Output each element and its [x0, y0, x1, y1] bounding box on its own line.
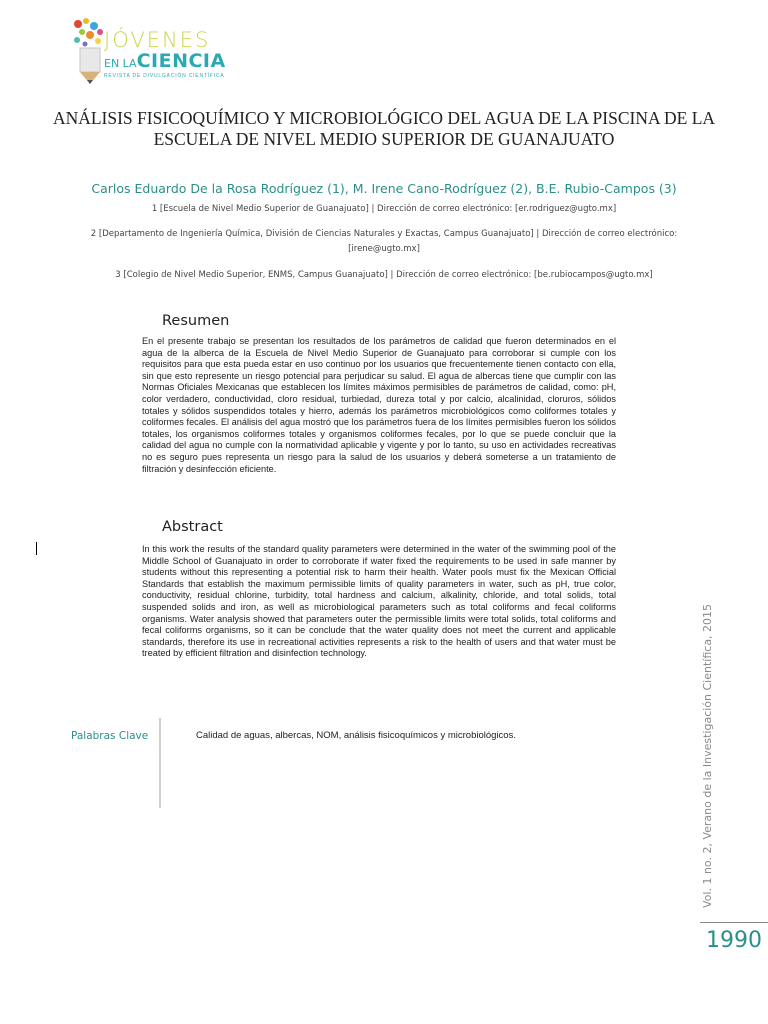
text-cursor	[36, 542, 37, 555]
logo-subtitle: REVISTA DE DIVULGACIÓN CIENTÍFICA	[104, 73, 225, 79]
affiliation-3: 3 [Colegio de Nivel Medio Superior, ENMS, Campus Guanajuato] | Dirección de correo electrónico: [be.rubiocampos@ugto.mx]	[115, 270, 653, 280]
paper-title: ANÁLISIS FISICOQUÍMICO Y MICROBIOLÓGICO DEL AGUA DE LA PISCINA DE LA ESCUELA DE NIVEL MEDIO SUPERIOR DE GUANAJUATO	[52, 108, 716, 149]
keywords-divider	[159, 718, 161, 808]
affiliation-1: 1 [Escuela de Nivel Medio Superior de Guanajuato] | Dirección de correo electrónico: [er.rodriguez@ugto.mx]	[151, 204, 617, 214]
author-list: Carlos Eduardo De la Rosa Rodríguez (1), M. Irene Cano-Rodríguez (2), B.E. Rubio-Campos (3)	[91, 181, 677, 196]
affiliation-2: 2 [Departamento de Ingeniería Química, División de Ciencias Naturales y Exactas, Campus Guanajuato] | Dirección de correo electrónico: [irene@ugto.mx]	[90, 229, 678, 254]
resumen-heading: Resumen	[162, 313, 230, 329]
logo-wordmark-big: CIENCIA	[136, 50, 226, 72]
keywords-label: Palabras Clave	[71, 730, 149, 742]
resumen-text: En el presente trabajo se presentan los resultados de los parámetros de calidad que fueron determinados en el agua de la alberca de la Escuela de Nivel Medio Superior de Guanajuato para corroborar si cumple con los requisitos para que esta pueda estar en uso continuo por los usuarios que frecuentemente tienen contacto con ella, sin que esto represente un riesgo potencial para perjudicar su salud. El agua de albercas tiene que cumplir con las Normas Oficiales Mexicanas que establecen los límites máximos permisibles de parámetros de calidad, como: pH, color verdadero, conductividad, cloro residual, turbiedad, dureza total y por calcio, alcalinidad, cloruros, sólidos totales y sólidos suspendidos totales y hierro, además los parámetros microbiológicos como coliformes totales y coliformes fecales. El análisis del agua mostró que los parámetros fuera de los límites permisibles fueron los sólidos totales, los organismos coliformes totales y organismos coliformes fecales, por lo que se puede concluir que la calidad del agua no cumple con la normatividad aplicable y vigente y por lo tanto, su uso en actividades recreativas no es seguro pues representa un riesgo para la salud de los usuarios y deberá someterse a un tratamiento de filtración y desinfección eficiente.	[142, 336, 616, 474]
footer-divider	[700, 922, 768, 923]
logo-wordmark-bottom	[104, 50, 226, 72]
keywords-text: Calidad de aguas, albercas, NOM, análisis fisicoquímicos y microbiológicos.	[196, 730, 516, 741]
journal-info: Vol. 1 no. 2, Verano de la Investigación Científica, 2015	[701, 603, 714, 908]
logo-wordmark-top: JÓVENES	[104, 28, 211, 52]
logo-wordmark-small: EN LA	[104, 57, 137, 70]
abstract-heading: Abstract	[162, 519, 223, 535]
abstract-text: In this work the results of the standard quality parameters were determined in the water of the swimming pool of the Middle School of Guanajuato in order to corroborate if water fixed the requirements to be used in safe manner by students without this representing a potential risk to harm their health. Water pools must fix the Mexican Official Standards that establish the maximum permissible limits of quality parameters in water, such as pH, true color, conductivity, residual chlorine, turbidity, total hardness and calcium, alkalinity, chloride, and total solids, total suspended solids and iron, as well as microbiological parameters such as total coliforms and fecal coliforms organisms. Water analysis showed that parameters outer the permissible limits were total solids, total coliforms and fecal coliforms organisms, so it can be conclude that the water quality does not meet the current and applicable standards, therefore its use in recreational activities represents a risk to the health of users and that water must be treated by efficient filtration and disinfection technology.	[142, 544, 616, 659]
page-number: 1990	[706, 928, 762, 953]
